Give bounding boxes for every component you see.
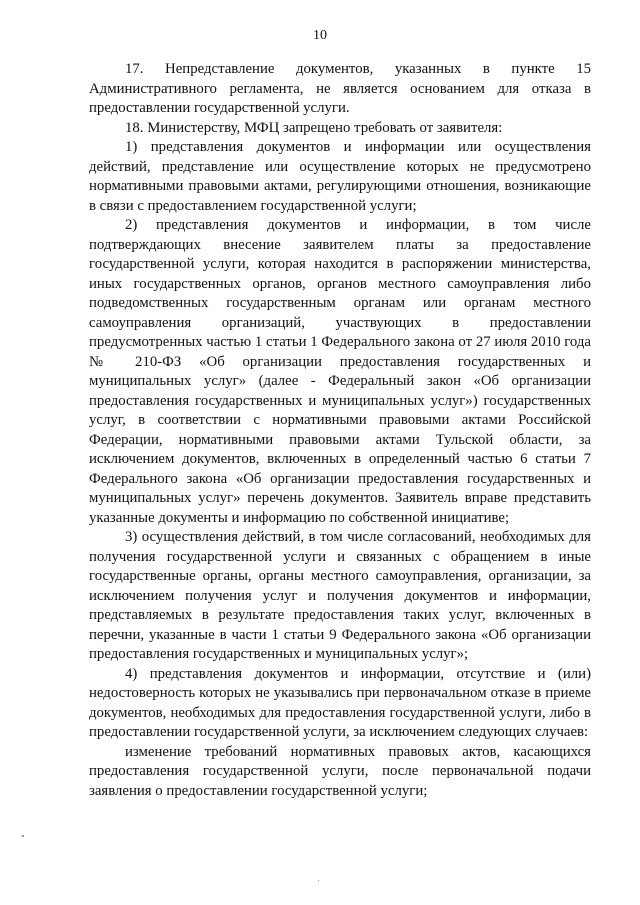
list-item-3: 3) осуществления действий, в том числе согласований, необходимых для получения государственной услуги и связанных с обращением в иные государственные органы, органы местного самоуправления, организации, за исключением получения услуг и получения документов и информации, представляемых в результате предоставления таких услуг, включенных в перечни, указанные в части 1 статьи 9 Федерального закона «Об организации предоставления государственных и муниципальных услуг»;	[89, 529, 591, 662]
list-item-2: 2) представления документов и информации, в том числе подтверждающих внесение заявителем платы за предоставление государственной услуги, которая находится в распоряжении министерства, иных государственных органов, органов местного самоуправления либо подведомственных государственным органам или органам местного самоуправления организаций, участвующих в предоставлении предусмотренных частью 1 статьи 1 Федерального закона от 27 июля 2010 года № 210-ФЗ «Об организации предоставления государственных и муниципальных услуг» (далее - Федеральный закон «Об организации предоставления государственных и муниципальных услуг») государственных услуг, в соответствии с нормативными правовыми актами Российской Федерации, нормативными правовыми актами Тульской области, за исключением документов, включенных в определенный частью 6 статьи 7 Федерального закона «Об организации предоставления государственных и муниципальных услуг» перечень документов. Заявитель вправе представить указанные документы и информацию по собственной инициативе;	[89, 217, 591, 526]
document-body	[89, 60, 591, 801]
scan-speck	[22, 835, 24, 837]
paragraph-18: 18. Министерству, МФЦ запрещено требовать от заявителя:	[125, 119, 503, 136]
exception-case-1: изменение требований нормативных правовых актов, касающихся предоставления государственной услуги, после первоначальной подачи заявления о предоставлении государственной услуги;	[89, 743, 591, 799]
paragraph-17: 17. Непредставление документов, указанных в пункте 15 Административного регламента, не является основанием для отказа в предоставлении государственной услуги.	[89, 61, 591, 116]
list-item-4: 4) представления документов и информации, отсутствие и (или) недостоверность которых не указывались при первоначальном отказе в приеме документов, необходимых для предоставления государственной услуги, либо в предоставлении государственной услуги, за исключением следующих случаев:	[89, 665, 591, 740]
page-number: 10	[313, 28, 327, 43]
list-item-1: 1) представления документов и информации или осуществления действий, представление или осуществление которых не предусмотрено нормативными правовыми актами, регулирующими отношения, возникающие в связи с предоставлением государственной услуги;	[89, 139, 591, 214]
scan-speck	[318, 880, 319, 881]
